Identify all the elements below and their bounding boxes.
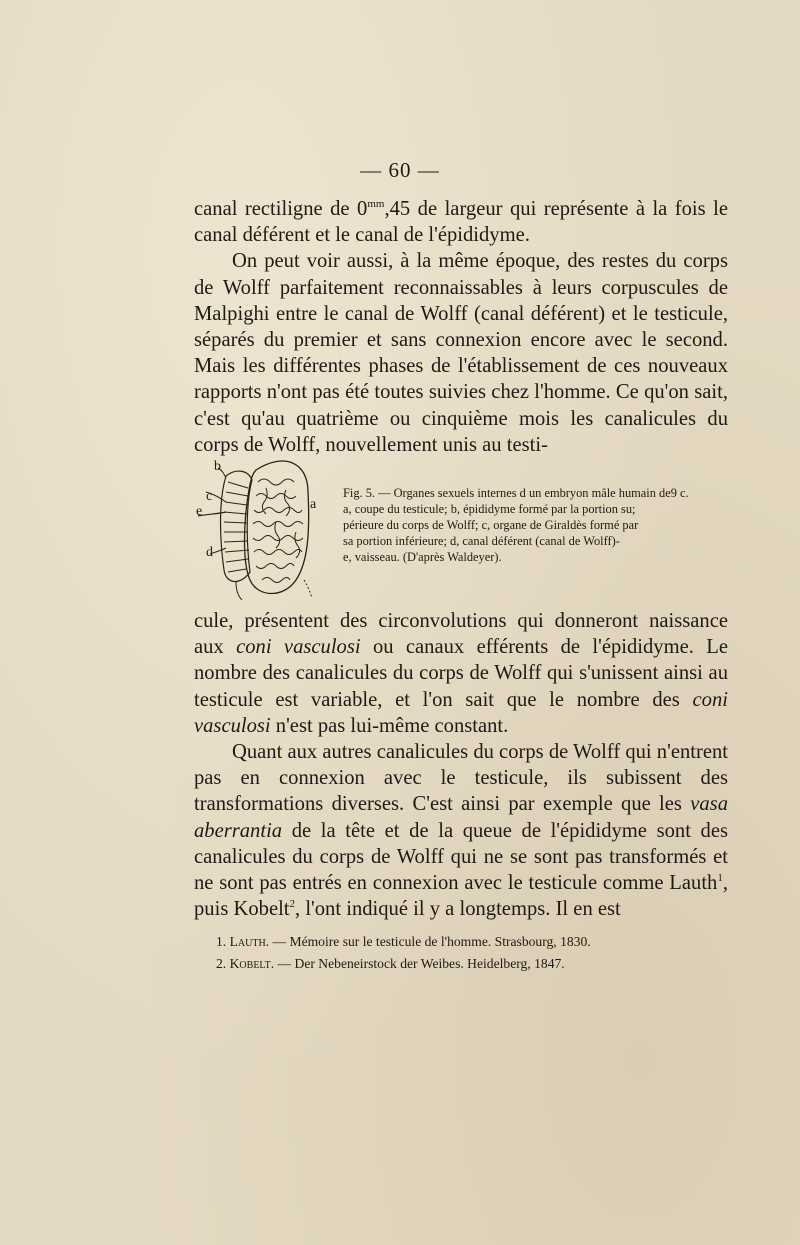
figure-label-e: e (196, 504, 203, 519)
footnote-author: Lauth. (229, 934, 270, 949)
text-run: ,45 de largeur qui représente à la fois le canal déférent et le canal de l'épididyme. (194, 198, 728, 247)
text-run: cule, présentent des circonvolutions qui donneront naissance aux (194, 610, 728, 659)
caption-line: périeure du corps de Wolff; c, organe de Giraldès formé par (343, 518, 639, 532)
text-run: Quant aux autres canalicules du corps de Wolff qui n'entrent pas en connexion avec le testicule, ils subissent des transformations diverses. C'est ainsi par exemple que les (194, 741, 728, 816)
figure-label-b: b (214, 459, 221, 474)
bottom-text-block (194, 608, 728, 922)
text-run: , puis Kobelt (194, 872, 728, 921)
paragraph-continuation (194, 196, 728, 248)
superscript-unit: mm (367, 198, 385, 211)
text-run: ou canaux efférents de l'épididyme. Le nombre des canalicules du corps de Wolff qui s'unissent ainsi au testicule est variable, et l'on sait que le nombre des (194, 636, 728, 711)
text-run: canal rectiligne de 0 (194, 198, 368, 220)
paragraph-coni-vasculosi (194, 608, 728, 739)
figure-label-a: a (310, 497, 317, 512)
figure-5 (196, 452, 331, 602)
figure-5-drawing (196, 452, 331, 602)
footnote-number: 2. (216, 956, 227, 971)
footnote-ref: 1 (717, 872, 723, 885)
caption-line: Fig. 5. — Organes sexuels internes d un embryon mâle humain de9 c. (343, 486, 689, 500)
footnote-1 (216, 931, 736, 953)
footnote-2 (216, 953, 736, 975)
text-run: , l'ont indiqué il y a longtemps. Il en est (295, 898, 621, 921)
footnote-number: 1. (216, 934, 227, 949)
text-run: de la tête et de la queue de l'épididyme sont des canalicules du corps de Wolff qui ne se sont pas transformés et ne sont pas entrés en connexion avec le testicule comme Lauth (194, 819, 728, 895)
footnote-ref: 2 (289, 898, 296, 911)
figure-label-d: d (206, 545, 213, 560)
page-number: — 60 — (360, 158, 440, 182)
paragraph-wolff: On peut voir aussi, à la même époque, des restes du corps de Wolff parfaitement reconnaissables à leurs corpuscules de Malpighi entre le canal de Wolff (canal déférent) et le testicule, séparés du premier et sans connexion encore avec le second. Mais les différentes phases de l'établissement de ces nouveaux rapports n'ont pas été toutes suivies chez l'homme. Ce qu'on sait, c'est qu'au quatrième ou cinquième mois les canalicules du corps de Wolff, nouvellement unis au testi- (194, 250, 728, 456)
top-text-block (194, 196, 728, 458)
paragraph-vasa-aberrantia (194, 739, 728, 922)
figure-caption (343, 485, 728, 565)
caption-line: e, vaisseau. (D'après Waldeyer). (343, 550, 502, 564)
italic-term: coni vasculosi (236, 636, 361, 659)
figure-label-c: c (206, 489, 213, 504)
footnotes (216, 931, 736, 975)
text-run: n'est pas lui-même constant. (270, 714, 509, 737)
caption-line: a, coupe du testicule; b, épididyme formé par la portion su; (343, 502, 636, 516)
italic-term: coni vasculosi (194, 688, 728, 737)
footnote-text: — Mémoire sur le testicule de l'homme. Strasbourg, 1830. (269, 934, 591, 949)
caption-line: sa portion inférieure; d, canal déférent (canal de Wolff)- (343, 534, 620, 548)
footnote-author: Kobelt. (229, 956, 275, 971)
footnote-text: — Der Nebeneirstock der Weibes. Heidelberg, 1847. (274, 956, 565, 971)
italic-term: vasa aberrantia (194, 793, 728, 842)
